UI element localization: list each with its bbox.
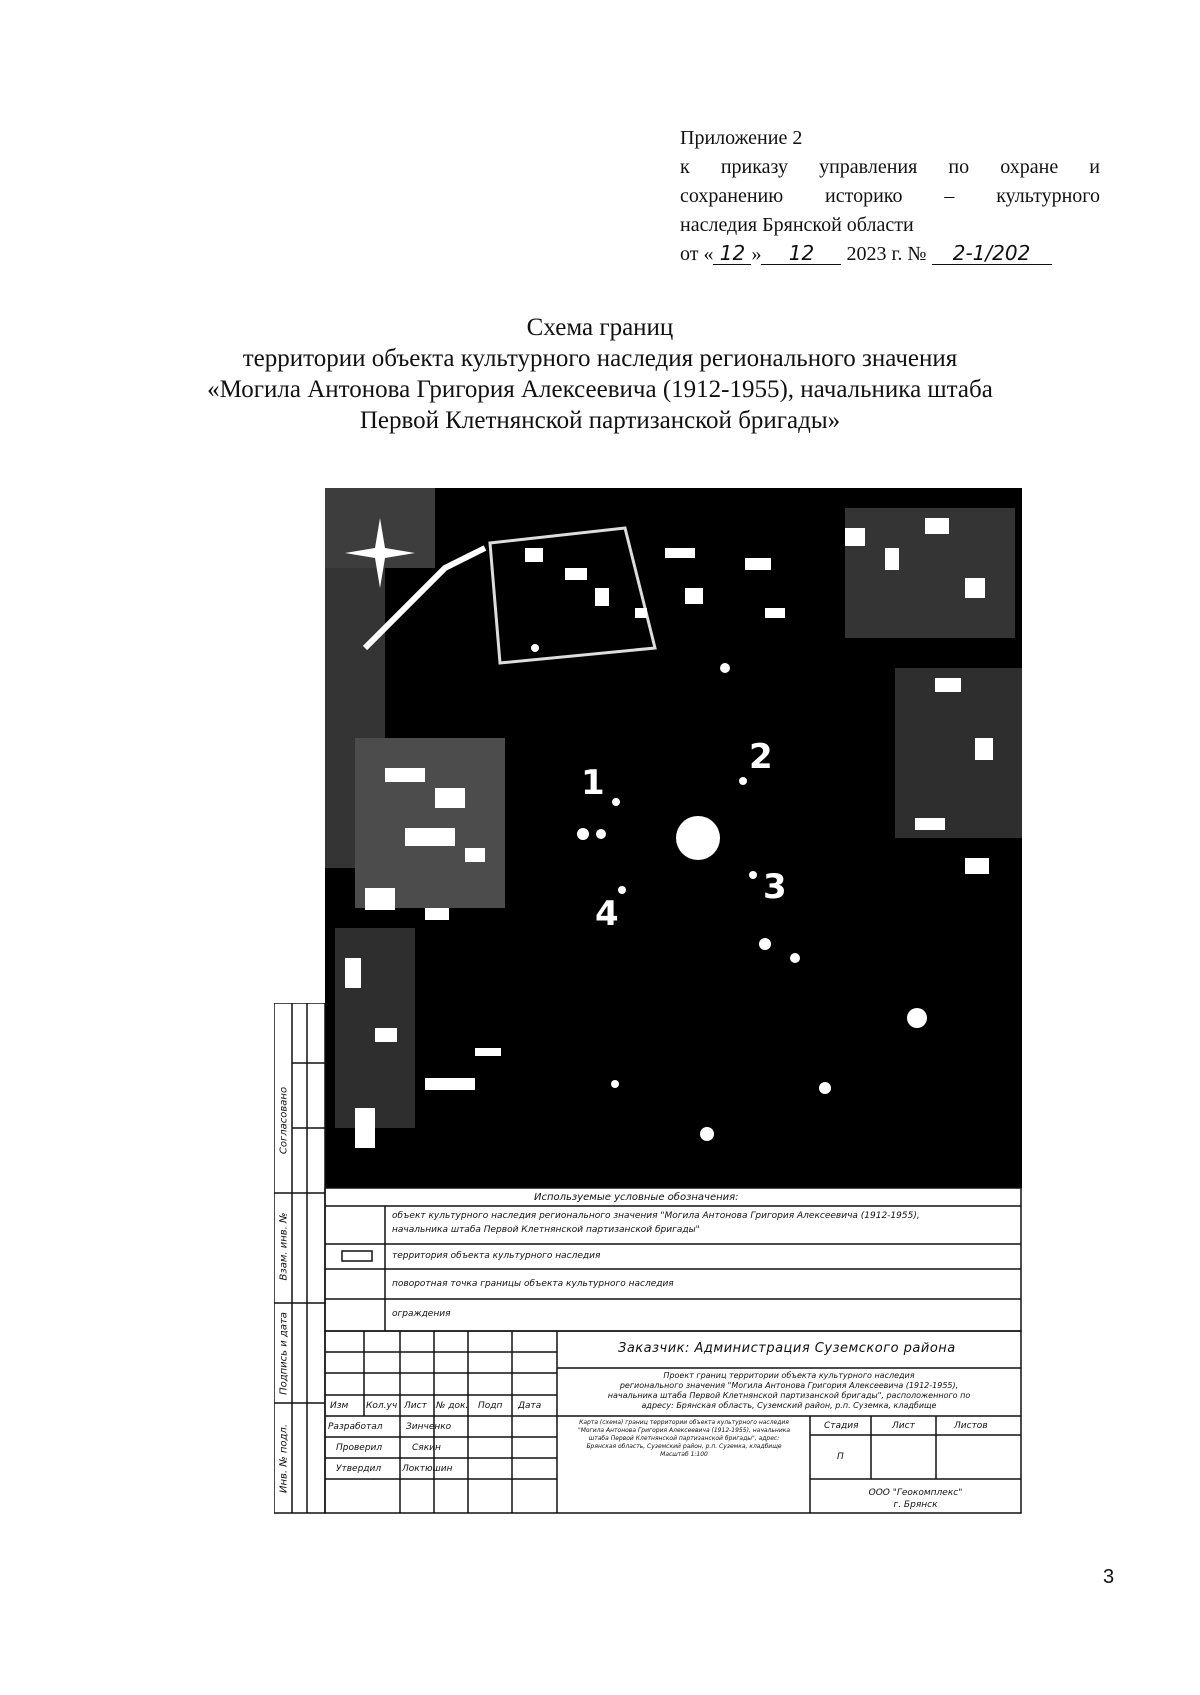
point-label-4: 4 (595, 894, 619, 934)
appendix-header (680, 124, 1100, 269)
appendix-line2: к приказу управления по охране и (680, 156, 1100, 178)
stage-value: П (837, 1452, 844, 1462)
date-day: 12 (713, 242, 751, 265)
title-line4: Первой Клетнянской партизанской бригады» (359, 407, 841, 434)
col-sign: Подп (478, 1401, 503, 1411)
sheet-desc-line1: Карта (схема) границ территории объекта культурного наследия (579, 1419, 789, 1426)
name-developer: Зинченко (406, 1422, 452, 1432)
appendix-line1: Приложение 2 (680, 127, 803, 149)
legend-item-monument-1: объект культурного наследия регионального значения "Могила Антонова Григория Алексеевича (1912-1955), (392, 1211, 920, 1221)
boundary-point-4 (618, 886, 626, 894)
sheet-desc-line4: Брянская область, Суземский район, р.п. Суземка, кладбище (586, 1443, 782, 1450)
appendix-date-line (680, 240, 1100, 269)
sheet-label: Лист (892, 1421, 915, 1431)
stage-label: Стадия (824, 1421, 859, 1431)
document-title (150, 312, 1050, 436)
stamp-sign-date: Подпись и дата (278, 1312, 290, 1395)
sheets-label: Листов (954, 1421, 988, 1431)
date-year: 2023 г. № (846, 243, 927, 265)
role-approver: Утвердил (336, 1464, 382, 1474)
stamp-inv-orig: Инв. № подл. (278, 1424, 290, 1493)
appendix-line4: наследия Брянской области (680, 214, 914, 236)
boundary-point-3 (749, 871, 757, 879)
sheet-desc-line2: "Могила Антонова Григория Алексеевича (1912-1955), начальника (577, 1427, 791, 1434)
date-month: 12 (761, 242, 841, 265)
col-date: Дата (518, 1401, 542, 1411)
customer-label: Заказчик: Администрация Суземского района (618, 1341, 956, 1356)
role-checker: Проверил (336, 1443, 383, 1453)
organization-city: г. Брянск (893, 1500, 938, 1510)
stamp-agreed: Согласовано (278, 1086, 290, 1155)
drawing-frame (274, 1003, 1024, 1518)
point-label-1: 1 (581, 763, 605, 803)
legend-heading: Используемые условные обозначения: (534, 1192, 739, 1203)
sheet-description (561, 1419, 807, 1459)
project-line3: начальника штаба Первой Клетнянской партизанской бригады", расположенного по (607, 1391, 971, 1400)
legend-item-monument-2: начальника штаба Первой Клетнянской партизанской бригады" (392, 1225, 700, 1235)
legend-item-territory: территория объекта культурного наследия (392, 1251, 601, 1261)
page-number: 3 (1103, 1566, 1115, 1588)
project-line2: регионального значения "Могила Антонова Григория Алексеевича (1912-1955), (619, 1381, 959, 1390)
project-description (564, 1371, 1014, 1411)
monument-marker (676, 816, 720, 860)
stamp-inv-replace: Взам. инв. № (278, 1212, 290, 1281)
legend-item-point: поворотная точка границы объекта культурного наследия (392, 1279, 674, 1289)
project-line1: Проект границ территории объекта культурного наследия (663, 1371, 915, 1380)
col-doc: № док. (436, 1401, 469, 1411)
legend-item-fence: ограждения (392, 1309, 451, 1319)
col-list: Лист (404, 1401, 427, 1411)
date-prefix: от « (680, 243, 714, 265)
sheet-desc-line3: штаба Первой Клетнянской партизанской бригады", адрес: (588, 1435, 780, 1442)
title-line2: территории объекта культурного наследия регионального значения (242, 345, 958, 372)
point-label-3: 3 (763, 867, 787, 907)
title-line3: «Могила Антонова Григория Алексеевича (1912-1955), начальника штаба (207, 376, 993, 403)
organization-name: ООО "Геокомплекс" (868, 1488, 963, 1498)
role-developer: Разработал (328, 1422, 383, 1432)
name-approver: Локтюшин (402, 1464, 453, 1474)
order-number: 2-1/202 (932, 242, 1052, 265)
appendix-line3: сохранению историко – культурного (680, 185, 1100, 207)
boundary-point-2 (739, 777, 747, 785)
col-izm: Изм (330, 1401, 349, 1411)
col-kol-uch: Кол.уч (366, 1401, 398, 1411)
name-checker: Сякин (412, 1443, 441, 1453)
date-mid: » (751, 243, 762, 265)
title-line1: Схема границ (526, 314, 674, 341)
point-label-2: 2 (749, 737, 773, 777)
sheet-desc-line5: Масштаб 1:100 (660, 1451, 708, 1458)
project-line4: адресу: Брянская область, Суземский район, р.п. Суземка, кладбище (641, 1401, 937, 1410)
boundary-point-1 (612, 798, 620, 806)
